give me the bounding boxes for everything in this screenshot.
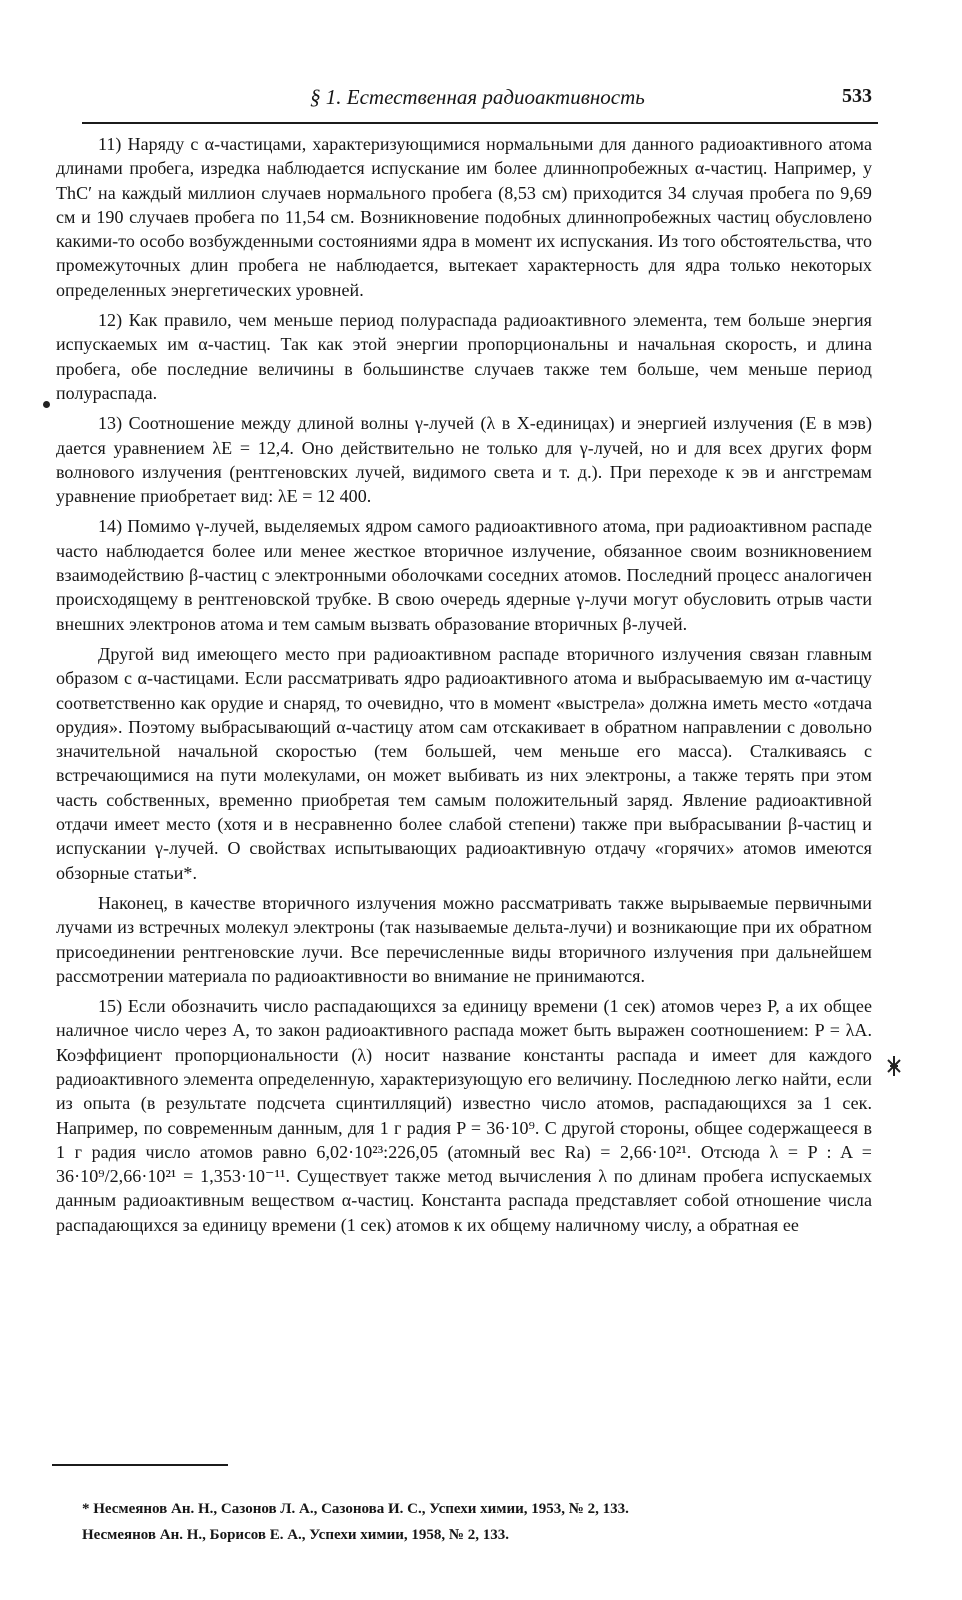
- margin-dot-mark: [43, 401, 50, 408]
- page-number: 533: [842, 85, 872, 107]
- footnotes: [82, 1496, 872, 1548]
- running-title: § 1. Естественная радиоактивность: [310, 85, 645, 109]
- main-text: [56, 132, 872, 1243]
- paragraph-13: 13) Соотношение между длиной волны γ-лучей (λ в X-единицах) и энергией излучения (E в мэв) дается уравнением λE = 12,4. Оно действительно не только для γ-лучей, но и для всех других форм волнового излучения (рентгеновских лучей, видимого света и т. д.). При переходе к эв и ангстремам уравнение приобретает вид: λE = 12 400.: [56, 413, 872, 507]
- margin-ink-mark-icon: [884, 1054, 904, 1078]
- footnote-rule: [52, 1464, 228, 1466]
- footnote-1: * Несмеянов Ан. Н., Сазонов Л. А., Сазонова И. С., Успехи химии, 1953, № 2, 133.: [82, 1501, 629, 1517]
- footnote-2: Несмеянов Ан. Н., Борисов Е. А., Успехи химии, 1958, № 2, 133.: [82, 1527, 509, 1543]
- paragraph-15: 15) Если обозначить число распадающихся за единицу времени (1 сек) атомов через P, а их общее наличное число через A, то закон радиоактивного распада может быть выражен соотношением: P = λA. Коэффициент пропорциональности (λ) носит название константы распада и имеет для каждого радиоактивного элемента определенную, характеризующую его величину. Последнюю легко найти, если из опыта (в результате подсчета сцинтилляций) известно число атомов, распадающихся за 1 сек. Например, по современным данным, для 1 г радия P = 36·10⁹. С другой стороны, общее содержащееся в 1 г радия число атомов равно 6,02·10²³:226,05 (атомный вес Ra) = 2,66·10²¹. Отсюда λ = P : A = 36·10⁹/2,66·10²¹ = 1,353·10⁻¹¹. Существует также метод вычисления λ по длинам пробега испускаемых данным радиоактивным веществом α-частиц. Константа распада представляет собой отношение числа распадающихся за единицу времени (1 сек) атомов к их общему наличному числу, а обратная ее: [56, 996, 872, 1235]
- paragraph-recoil: Другой вид имеющего место при радиоактивном распаде вторичного излучения связан главным образом с α-частицами. Если рассматривать ядро радиоактивного атома и выбрасываемую им α-частицу соответственно как орудие и снаряд, то очевидно, что в момент «выстрела» должна иметь место «отдача орудия». Поэтому выбрасывающий α-частицу атом сам отскакивает в обратном направлении с довольно значительной начальной скоростью (тем большей, чем меньше его масса). Сталкиваясь с встречающимися на пути молекулами, он может выбивать из них электроны, а также терять при этом часть собственных, временно приобретая тем самым положительный заряд. Явление радиоактивной отдачи имеет место (хотя и в несравненно более слабой степени) также при выбрасывании β-частиц и испускании γ-лучей. О свойствах испытывающих радиоактивную отдачу «горячих» атомов имеются обзорные статьи*.: [56, 643, 872, 883]
- paragraph-12: 12) Как правило, чем меньше период полураспада радиоактивного элемента, тем больше энергия испускаемых им α-частиц. Так как этой энергии пропорциональны и начальная скорость, и длина пробега, обе последние величины в большинстве случаев также тем больше, чем меньше период полураспада.: [56, 310, 872, 403]
- header-rule: [82, 122, 878, 124]
- paragraph-secondary-radiation: Наконец, в качестве вторичного излучения можно рассматривать также вырываемые первичными лучами из встречных молекул электроны (так называемые дельта-лучи) и возникающие при их обратном присоединении рентгеновские лучи. Все перечисленные виды вторичного излучения при дальнейшем рассмотрении материала по радиоактивности во внимание не принимаются.: [56, 892, 872, 986]
- paragraph-14: 14) Помимо γ-лучей, выделяемых ядром самого радиоактивного атома, при радиоактивном распаде часто наблюдается более или менее жесткое вторичное излучение, обязанное своим возникновением взаимодействию β-частиц с электронными оболочками соседних атомов. Последний процесс аналогичен происходящему в рентгеновской трубке. В свою очередь ядерные γ-лучи могут обусловить отрыв части внешних электронов атома и тем самым вызвать образование вторичных β-лучей.: [56, 516, 872, 634]
- paragraph-11: 11) Наряду с α-частицами, характеризующимися нормальными для данного радиоактивного атома длинами пробега, изредка наблюдается испускание им более длиннопробежных α-частиц. Например, у ThC′ на каждый миллион случаев нормального пробега (8,53 см) приходится 34 случая пробега по 9,69 см и 190 случаев пробега по 11,54 см. Возникновение подобных длиннопробежных частиц обусловлено какими-то особо возбужденными состояниями ядра в момент их испускания. Из того обстоятельства, что промежуточных длин пробега не наблюдается, вытекает характерность для ядра только некоторых определенных энергетических уровней.: [56, 134, 872, 300]
- page-header: [82, 84, 878, 116]
